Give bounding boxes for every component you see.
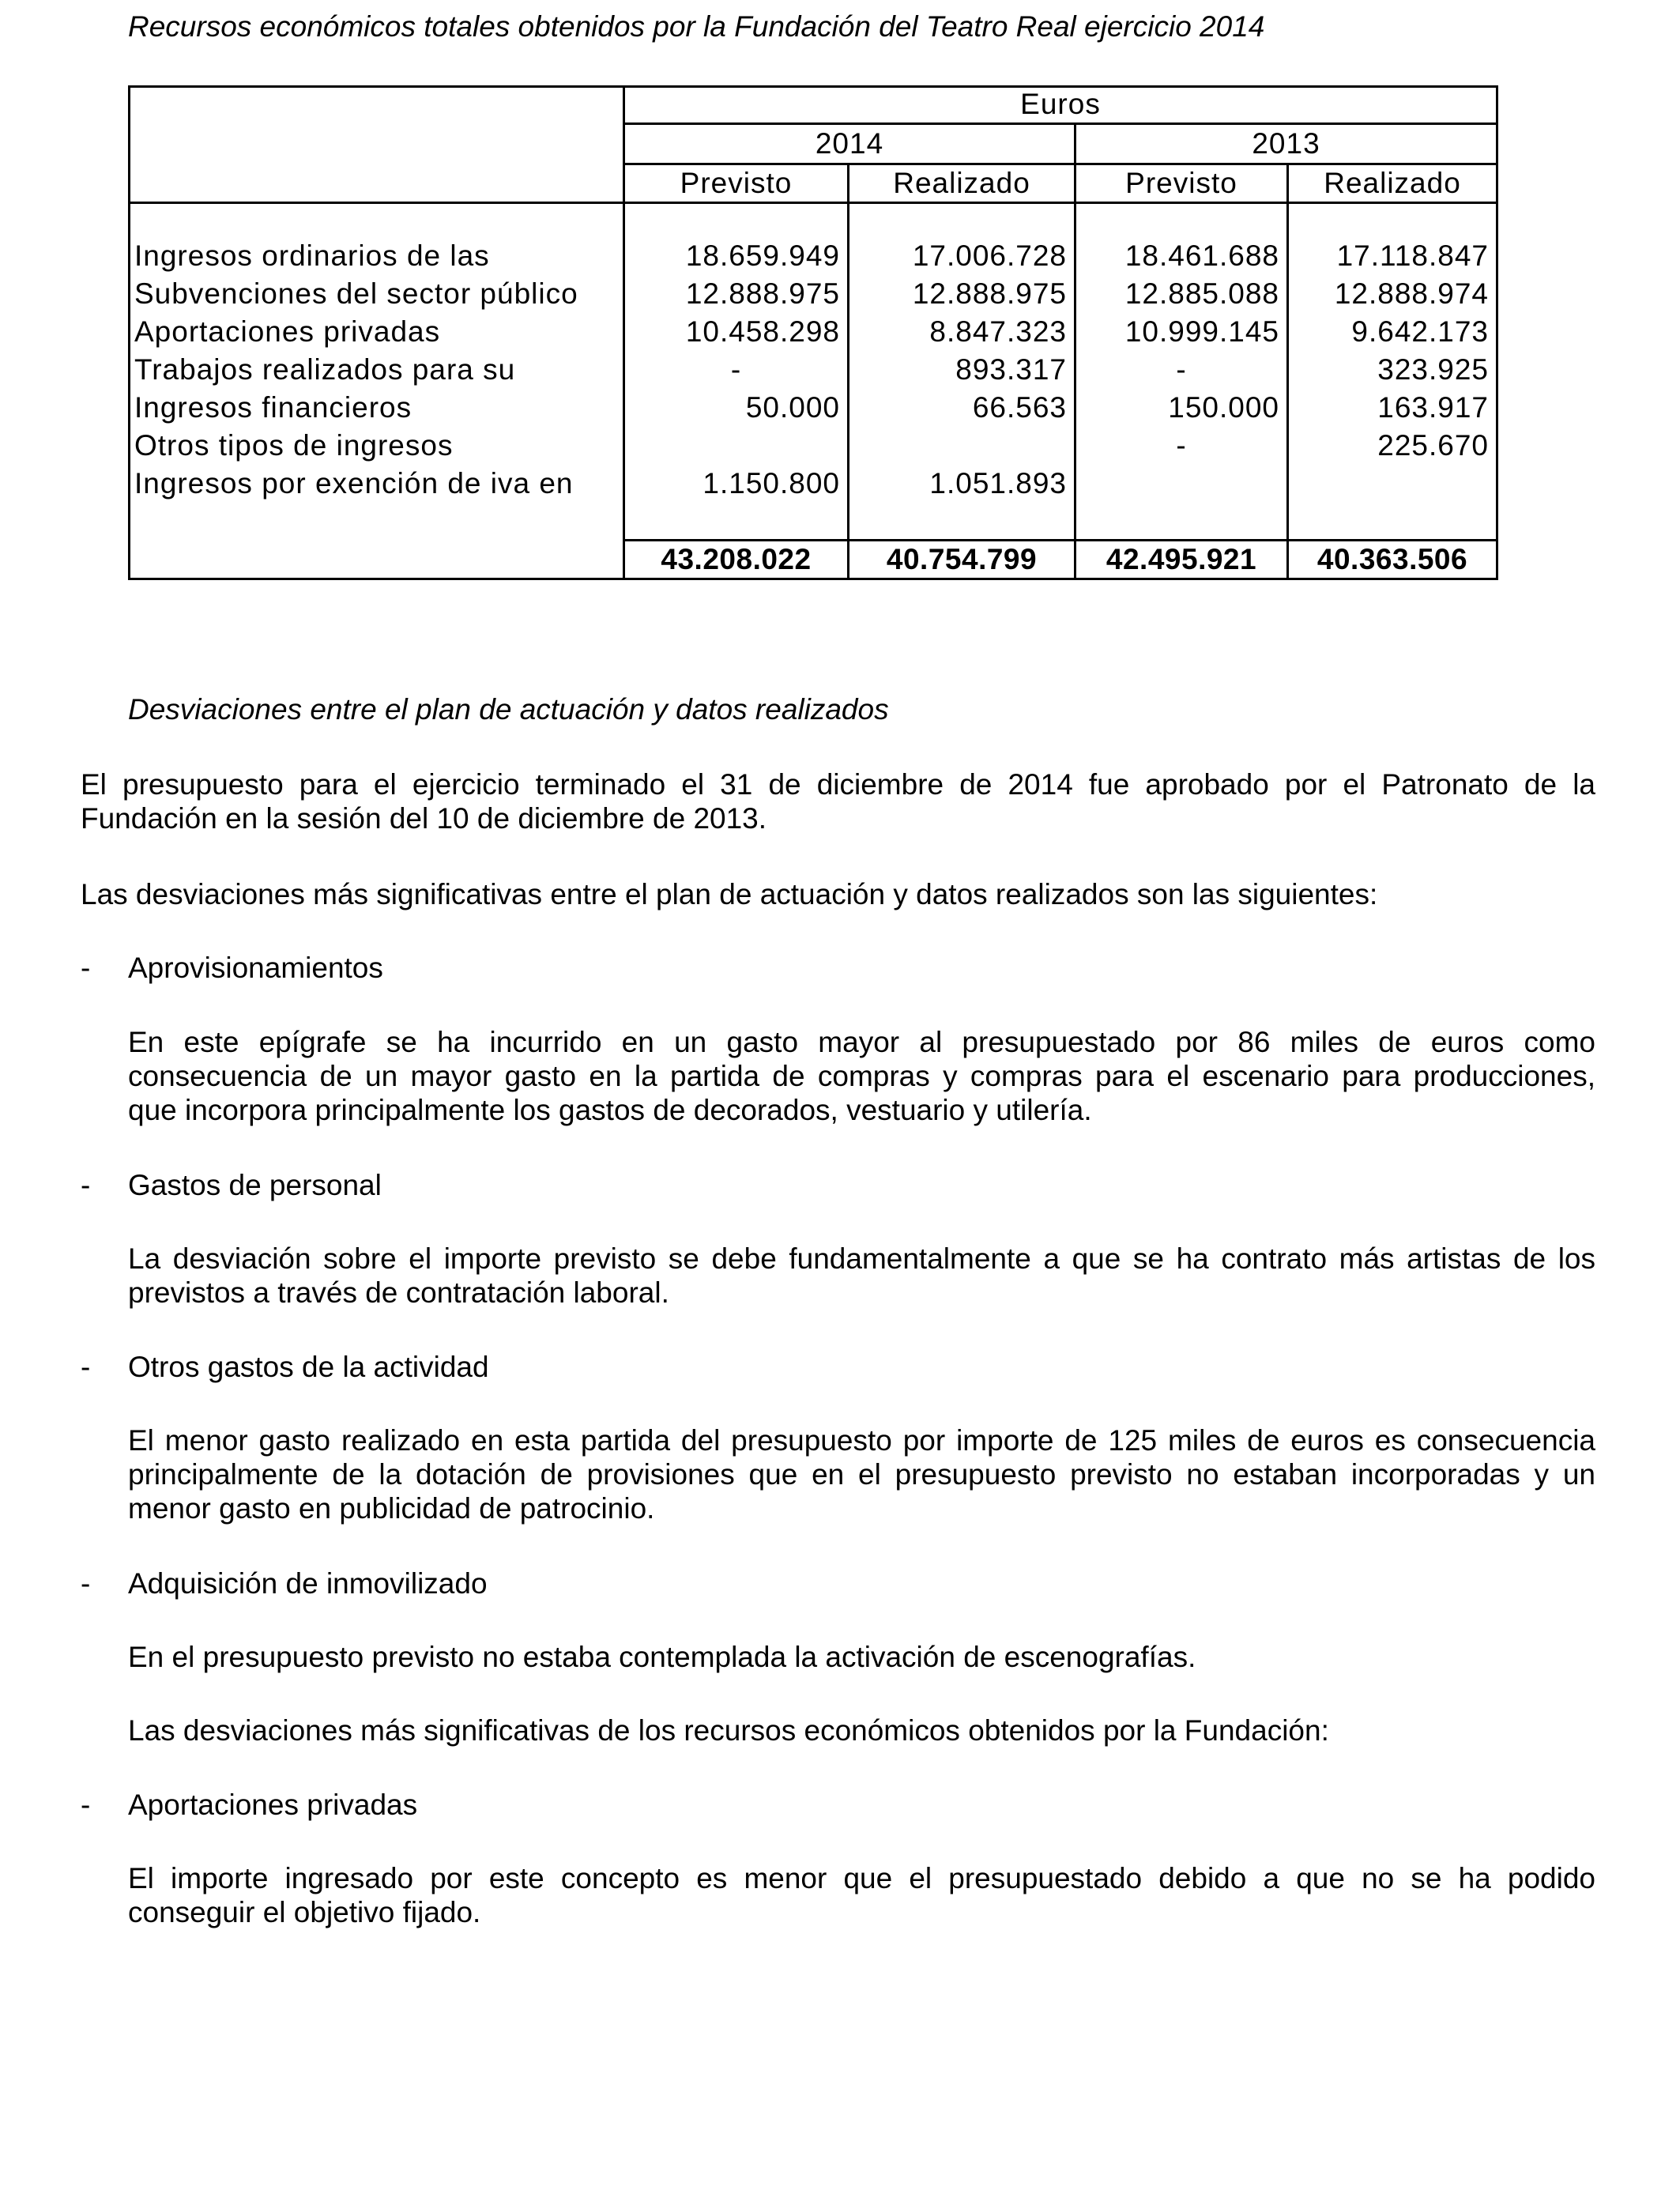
table-cell: 10.458.298	[685, 315, 840, 348]
table-border-left	[128, 85, 130, 580]
table-cell: -	[1176, 353, 1187, 386]
subheader-previsto-2014: Previsto	[680, 167, 793, 199]
total-previsto-2013: 42.495.921	[1106, 543, 1257, 575]
bullet-dash: -	[81, 1789, 91, 1821]
table-cell: 10.999.145	[1124, 315, 1279, 348]
paragraph-line: principalmente de la dotación de provisiones que en el presupuesto previsto no estaban incorporadas y un	[128, 1458, 1595, 1491]
years-header-rule	[623, 163, 1498, 165]
table-cell: -	[1176, 429, 1187, 462]
subheader-rule	[128, 202, 1498, 204]
row-label: Subvenciones del sector público	[134, 277, 578, 310]
table-cell: 893.317	[955, 353, 1067, 386]
paragraph-line: previstos a través de contratación laboral.	[128, 1276, 669, 1309]
item-title: Aprovisionamientos	[128, 952, 383, 984]
year-header-2013: 2013	[1252, 127, 1320, 160]
table-cell: -	[730, 353, 742, 386]
table-cell: 1.051.893	[929, 467, 1067, 499]
table-cell: 12.885.088	[1124, 277, 1279, 310]
row-label: Aportaciones privadas	[134, 315, 441, 348]
table-cell: 150.000	[1168, 391, 1279, 424]
paragraph-line: El presupuesto para el ejercicio terminado el 31 de diciembre de 2014 fue aprobado por el Patronato de la	[81, 768, 1595, 801]
paragraph-line: Fundación en la sesión del 10 de diciembre de 2013.	[81, 802, 767, 835]
table-cell: 225.670	[1377, 429, 1489, 462]
table-cell: 323.925	[1377, 353, 1489, 386]
table-border-bottom	[128, 578, 1498, 580]
table-cell: 18.461.688	[1124, 239, 1279, 272]
table-cell: 1.150.800	[703, 467, 840, 499]
paragraph-line: El importe ingresado por este concepto es menor que el presupuestado debido a que no se ha podido	[128, 1862, 1595, 1894]
item-paragraph	[128, 1861, 1595, 1929]
deviations-intro: Las desviaciones más significativas entre el plan de actuación y datos realizados son las siguientes:	[81, 878, 1378, 910]
table-cell: 8.847.323	[929, 315, 1067, 348]
bullet-dash: -	[81, 1169, 91, 1201]
subheader-previsto-2013: Previsto	[1125, 167, 1237, 199]
row-label: Otros tipos de ingresos	[134, 429, 454, 462]
total-previsto-2014: 43.208.022	[661, 543, 812, 575]
table-cell: 12.888.975	[912, 277, 1067, 310]
table-cell: 163.917	[1377, 391, 1489, 424]
paragraph-line: En este epígrafe se ha incurrido en un gasto mayor al presupuestado por 86 miles de euros como	[128, 1026, 1595, 1058]
paragraph-line: que incorpora principalmente los gastos de decorados, vestuario y utilería.	[128, 1094, 1092, 1126]
table-cell: 17.006.728	[912, 239, 1067, 272]
section-heading: Desviaciones entre el plan de actuación y datos realizados	[128, 693, 889, 726]
item-title: Otros gastos de la actividad	[128, 1351, 489, 1383]
table-cell: 9.642.173	[1351, 315, 1489, 348]
paragraph-line: conseguir el objetivo fijado.	[128, 1896, 481, 1928]
table-cell: 66.563	[972, 391, 1067, 424]
table-cell: 17.118.847	[1336, 239, 1489, 272]
table-cell: 12.888.975	[685, 277, 840, 310]
total-realizado-2014: 40.754.799	[886, 543, 1038, 575]
row-label: Ingresos por exención de iva en	[134, 467, 574, 499]
row-label: Trabajos realizados para su	[134, 353, 516, 386]
bullet-dash: -	[81, 1567, 91, 1600]
table-cell: 12.888.974	[1334, 277, 1489, 310]
item-paragraph	[128, 1242, 1595, 1310]
item-title: Gastos de personal	[128, 1169, 382, 1201]
table-cell: 18.659.949	[685, 239, 840, 272]
euros-header-rule	[623, 123, 1498, 125]
paragraph-line: consecuencia de un mayor gasto en la partida de compras y compras para el escenario para producciones,	[128, 1060, 1595, 1092]
table-cell: 50.000	[745, 391, 840, 424]
item-title: Adquisición de inmovilizado	[128, 1567, 488, 1600]
item-paragraph	[128, 1025, 1595, 1127]
item-title: Aportaciones privadas	[128, 1789, 418, 1821]
bullet-dash: -	[81, 1351, 91, 1383]
resources-table	[128, 85, 1498, 580]
resources-intro: Las desviaciones más significativas de los recursos económicos obtenidos por la Fundación:	[128, 1714, 1329, 1747]
paragraph-line: La desviación sobre el importe previsto se debe fundamentalmente a que se ha contrato más artistas de los	[128, 1242, 1595, 1275]
bullet-dash: -	[81, 952, 91, 984]
row-label: Ingresos ordinarios de las	[134, 239, 490, 272]
paragraph-line: menor gasto en publicidad de patrocinio.	[128, 1492, 655, 1525]
item-paragraph: En el presupuesto previsto no estaba contemplada la activación de escenografías.	[128, 1641, 1196, 1673]
subheader-realizado-2014: Realizado	[893, 167, 1030, 199]
paragraph-line: El menor gasto realizado en esta partida del presupuesto por importe de 125 miles de euros es consecuencia	[128, 1424, 1595, 1457]
subheader-realizado-2013: Realizado	[1324, 167, 1461, 199]
table-border-right	[1496, 85, 1498, 580]
year-header-2014: 2014	[815, 127, 884, 160]
row-label: Ingresos financieros	[134, 391, 412, 424]
item-paragraph	[128, 1423, 1595, 1525]
intro-paragraph	[81, 767, 1595, 835]
total-realizado-2013: 40.363.506	[1317, 543, 1468, 575]
euros-header: Euros	[1020, 88, 1101, 120]
table-title: Recursos económicos totales obtenidos por la Fundación del Teatro Real ejercicio 2014	[128, 10, 1265, 43]
totals-rule	[623, 539, 1498, 541]
